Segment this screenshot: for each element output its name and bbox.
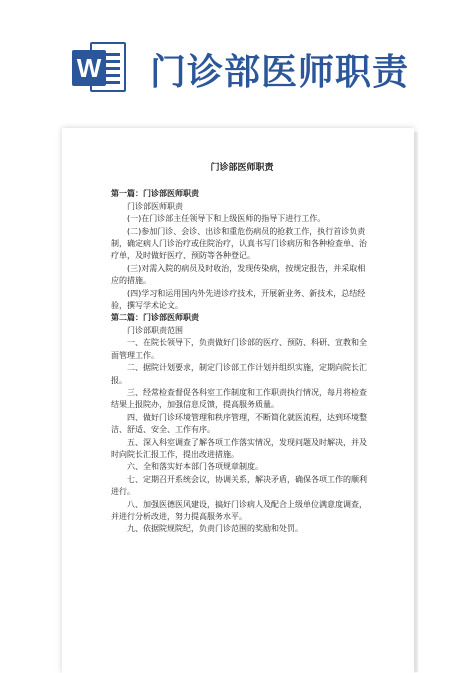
section-heading: 第一篇：门诊部医师职责 (111, 189, 199, 199)
word-badge: W (72, 50, 106, 86)
document-sections (111, 188, 373, 535)
paragraph: 五、深入科室调查了解各项工作落实情况，发现问题及时解决，并及时向院长汇报工作，提出改进措施。 (111, 437, 367, 459)
paragraph: (四)学习和运用国内外先进诊疗技术，开展新业务、新技术，总结经验，撰写学术论文。 (111, 288, 366, 311)
paragraph: 门诊部医师职责 (127, 201, 183, 211)
paragraph: 八、加强医德医风建设，搞好门诊病人及配合上级单位满意度调查，并进行分析改进，努力提高服务水平。 (111, 499, 367, 521)
banner-title: 门诊部医师职责 (150, 52, 410, 93)
document-title: 门诊部医师职责 (210, 163, 274, 173)
paragraph: 三、经常检查督促各科室工作制度和工作职责执行情况，每月将检查结果上报院办，加强信息反馈，提高服务质量。 (111, 387, 367, 410)
paragraph: 门诊部职责范围 (127, 325, 183, 335)
paragraph: 二、据院计划要求，制定门诊部工作计划并组织实施，定期向院长汇报。 (111, 363, 367, 385)
paragraph: 一、在院长领导下，负责做好门诊部的医疗、预防、科研、宣教和全面管理工作。 (111, 338, 367, 360)
paragraph: (三)对需入院的病员及时收治，发现传染病，按规定报告，并采取相应的措施。 (111, 263, 366, 286)
paragraph: 九、依据院规院纪，负责门诊范围的奖励和处罚。 (127, 524, 303, 534)
paragraph: 四、做好门诊环境管理和秩序管理，不断简化就医流程，达到环境整洁、舒适、安全、工作有序。 (111, 412, 367, 435)
paragraph: 七、定期召开系统会议，协调关系，解决矛盾，确保各项工作的顺利进行。 (111, 474, 367, 497)
section-heading: 第二篇：门诊部医师职责 (111, 313, 199, 323)
paragraph: (一)在门诊部主任领导下和上级医师的指导下进行工作。 (127, 214, 326, 224)
document-body (111, 162, 373, 536)
paragraph: (二)参加门诊、会诊、出诊和重危伤病员的抢救工作，执行首诊负责制，确定病人门诊治疗或住院治疗，认真书写门诊病历和各种检查单、治疗单，及时做好医疗、预防等各种登记。 (111, 226, 367, 261)
word-icon (72, 40, 128, 96)
banner (0, 0, 474, 110)
paragraph: 六、全和落实好本部门各项规章制度。 (127, 462, 263, 472)
